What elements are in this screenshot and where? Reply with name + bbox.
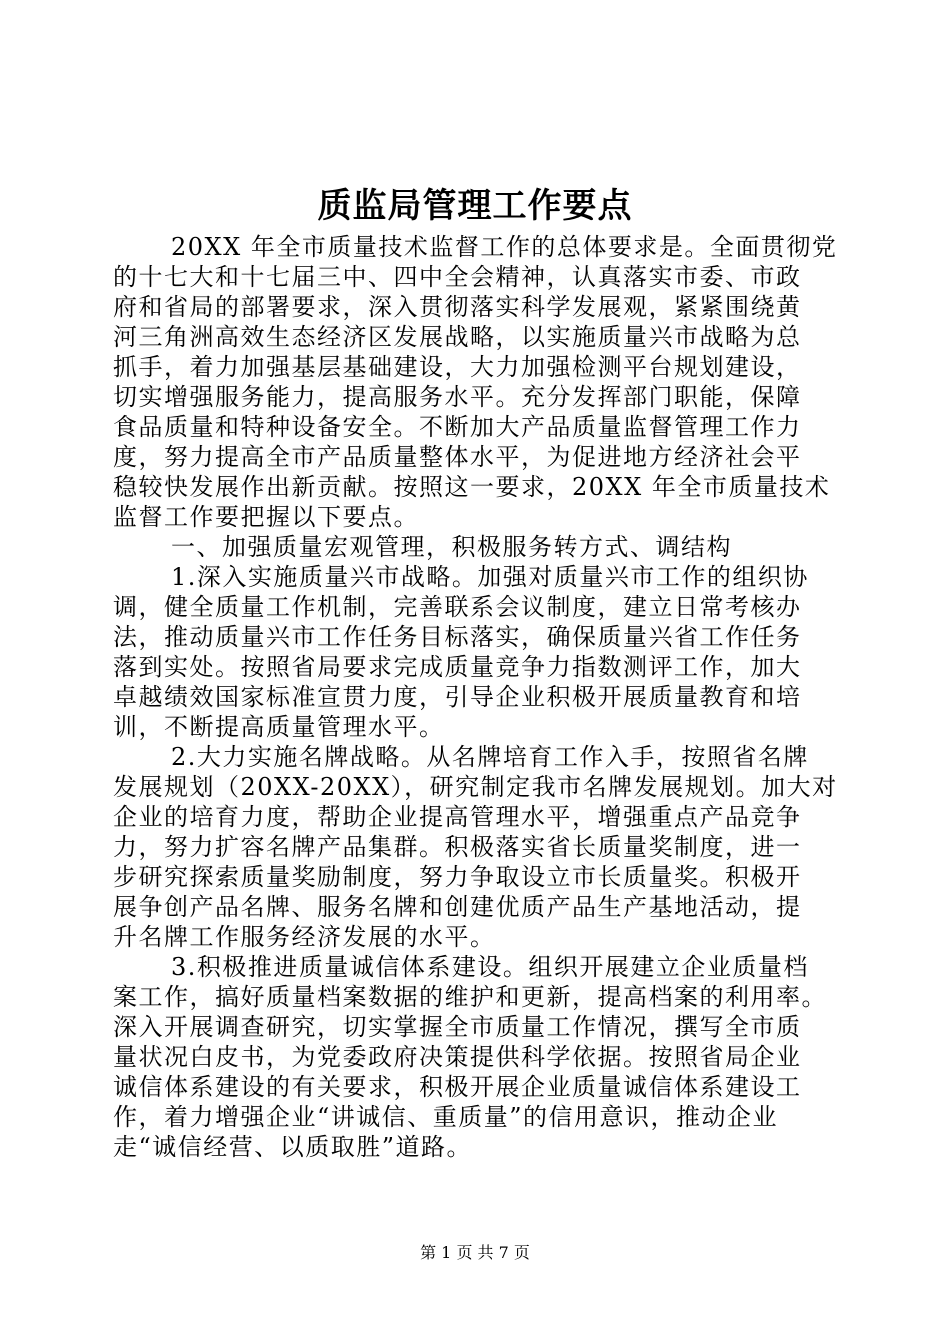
body-line: 升名牌工作服务经济发展的水平。	[113, 923, 496, 951]
body-line: 抓手，着力加强基层基础建设，大力加强检测平台规划建设，	[113, 353, 802, 381]
body-line: 案工作，搞好质量档案数据的维护和更新，提高档案的利用率。	[113, 983, 827, 1011]
body-line: 度，努力提高全市产品质量整体水平，为促进地方经济社会平	[113, 443, 802, 471]
body-line: 企业的培育力度，帮助企业提高管理水平，增强重点产品竞争	[113, 803, 802, 831]
body-line: 步研究探索质量奖励制度，努力争取设立市长质量奖。积极开	[113, 863, 802, 891]
body-line: 发展规划（20XX-20XX），研究制定我市名牌发展规划。加大对	[113, 773, 838, 801]
body-line: 河三角洲高效生态经济区发展战略，以实施质量兴市战略为总	[113, 323, 802, 351]
document-body	[113, 232, 843, 1162]
body-line: 20XX 年全市质量技术监督工作的总体要求是。全面贯彻党	[171, 233, 838, 261]
body-line: 走“诚信经营、以质取胜”道路。	[113, 1133, 473, 1161]
body-line: 的十七大和十七届三中、四中全会精神，认真落实市委、市政	[113, 263, 802, 291]
body-line: 卓越绩效国家标准宣贯力度，引导企业积极开展质量教育和培	[113, 683, 802, 711]
body-line: 量状况白皮书，为党委政府决策提供科学依据。按照省局企业	[113, 1043, 802, 1071]
body-line: 监督工作要把握以下要点。	[113, 503, 419, 531]
body-line: 落到实处。按照省局要求完成质量竞争力指数测评工作，加大	[113, 653, 802, 681]
body-line: 力，努力扩容名牌产品集群。积极落实省长质量奖制度，进一	[113, 833, 802, 861]
body-line: 展争创产品名牌、服务名牌和创建优质产品生产基地活动，提	[113, 893, 802, 921]
body-line: 3.积极推进质量诚信体系建设。组织开展建立企业质量档	[171, 953, 809, 981]
body-line: 1.深入实施质量兴市战略。加强对质量兴市工作的组织协	[171, 563, 809, 591]
body-line: 法，推动质量兴市工作任务目标落实，确保质量兴省工作任务	[113, 623, 802, 651]
body-line: 诚信体系建设的有关要求，积极开展企业质量诚信体系建设工	[113, 1073, 802, 1101]
body-line: 作，着力增强企业“讲诚信、重质量”的信用意识，推动企业	[113, 1103, 779, 1131]
body-line: 调，健全质量工作机制，完善联系会议制度，建立日常考核办	[113, 593, 802, 621]
page-footer: 第 1 页 共 7 页	[420, 1243, 530, 1262]
body-line: 一、加强质量宏观管理，积极服务转方式、调结构	[171, 533, 732, 561]
body-line: 稳较快发展作出新贡献。按照这一要求，20XX 年全市质量技术	[113, 473, 831, 501]
body-line: 食品质量和特种设备安全。不断加大产品质量监督管理工作力	[113, 413, 802, 441]
body-line: 府和省局的部署要求，深入贯彻落实科学发展观，紧紧围绕黄	[113, 293, 802, 321]
body-line: 深入开展调查研究，切实掌握全市质量工作情况，撰写全市质	[113, 1013, 802, 1041]
body-line: 切实增强服务能力，提高服务水平。充分发挥部门职能，保障	[113, 383, 802, 411]
body-line: 训，不断提高质量管理水平。	[113, 713, 445, 741]
body-line: 2.大力实施名牌战略。从名牌培育工作入手，按照省名牌	[171, 743, 809, 771]
document-title: 质监局管理工作要点	[317, 186, 633, 226]
